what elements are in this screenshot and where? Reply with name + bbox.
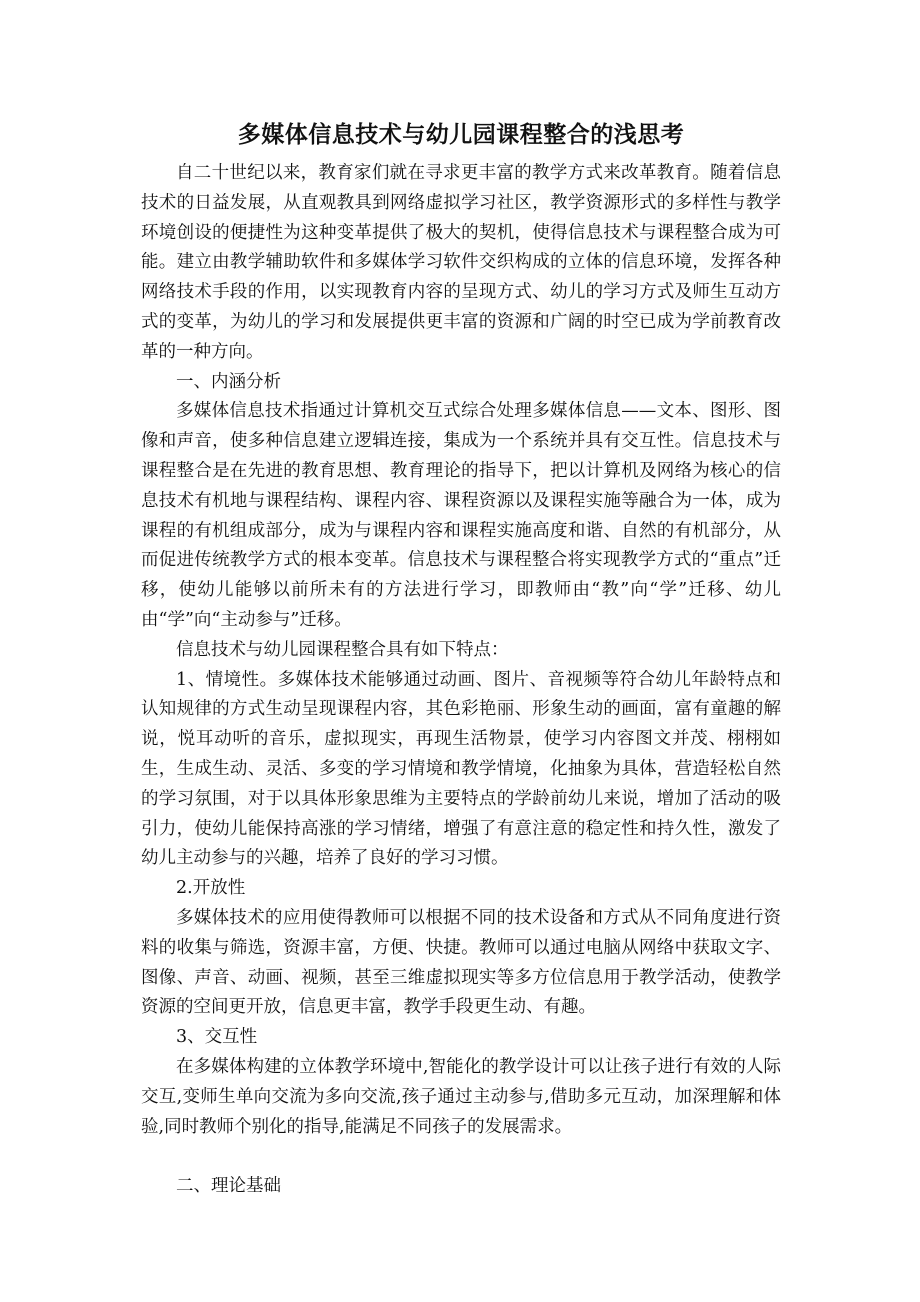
feature-3-paragraph: 在多媒体构建的立体教学环境中,智能化的教学设计可以让孩子进行有效的人际交互,变师生单向交流为多向交流,孩子通过主动参与,借助多元互动，加深理解和体验,同时教师个别化的指导,能满足不同孩子的发展需求。: [141, 1056, 781, 1137]
feature-3-heading: 3、交互性: [176, 1027, 258, 1048]
section1-paragraph-1: 多媒体信息技术指通过计算机交互式综合处理多媒体信息——文本、图形、图像和声音，使多种信息建立逻辑连接，集成为一个系统并具有交互性。信息技术与课程整合是在先进的教育思想、教育理论的指导下，把以计算机及网络为核心的信息技术有机地与课程结构、课程内容、课程资源以及课程实施等融合为一体，成为课程的有机组成部分，成为与课程内容和课程实施高度和谐、自然的有机部分，从而促进传统教学方式的根本变革。信息技术与课程整合将实现教学方式的“重点”迁移，使幼儿能够以前所未有的方法进行学习，即教师由“教”向“学”迁移、幼儿由“学”向“主动参与”迁移。: [141, 401, 781, 630]
blank-line: [141, 1142, 781, 1172]
document-title: 多媒体信息技术与幼儿园课程整合的浅思考: [237, 121, 685, 148]
watermark-text: zixin.com.cn: [420, 600, 745, 656]
intro-paragraph: 自二十世纪以来，教育家们就在寻求更丰富的教学方式来改革教育。随着信息技术的日益发展，从直观教具到网络虚拟学习社区，教学资源形式的多样性与教学环境创设的便捷性为这种变革提供了极大的契机，使得信息技术与课程整合成为可能。建立由教学辅助软件和多媒体学习软件交织构成的立体的信息环境，发挥各种网络技术手段的作用，以实现教育内容的呈现方式、幼儿的学习方式及师生互动方式的变革，为幼儿的学习和发展提供更丰富的资源和广阔的时空已成为学前教育改革的一种方向。: [141, 163, 781, 362]
section-heading-2: 二、理论基础: [176, 1176, 281, 1197]
feature-1-paragraph: 1、情境性。多媒体技术能够通过动画、图片、音视频等符合幼儿年龄特点和认知规律的方式生动呈现课程内容，其色彩艳丽、形象生动的画面，富有童趣的解说，悦耳动听的音乐，虚拟现实，再现生活物景，使学习内容图文并茂、栩栩如生，生成生动、灵活、多变的学习情境和教学情境，化抽象为具体，营造轻松自然的学习氛围，对于以具体形象思维为主要特点的学龄前幼儿来说，增加了活动的吸引力，使幼儿能保持高涨的学习情绪，增强了有意注意的稳定性和持久性，激发了幼儿主动参与的兴趣，培养了良好的学习习惯。: [141, 669, 781, 869]
feature-2-paragraph: 多媒体技术的应用使得教师可以根据不同的技术设备和方式从不同角度进行资料的收集与筛选，资源丰富，方便、快捷。教师可以通过电脑从网络中获取文字、图像、声音、动画、视频，甚至三维虚拟现实等多方位信息用于教学活动，使教学资源的空间更开放，信息更丰富，教学手段更生动、有趣。: [141, 907, 781, 1018]
document-page: [141, 116, 781, 1202]
feature-2-heading: 2.开放性: [176, 878, 246, 899]
section1-paragraph-2: 信息技术与幼儿园课程整合具有如下特点：: [176, 639, 509, 660]
section-heading-1: 一、内涵分析: [176, 371, 281, 392]
